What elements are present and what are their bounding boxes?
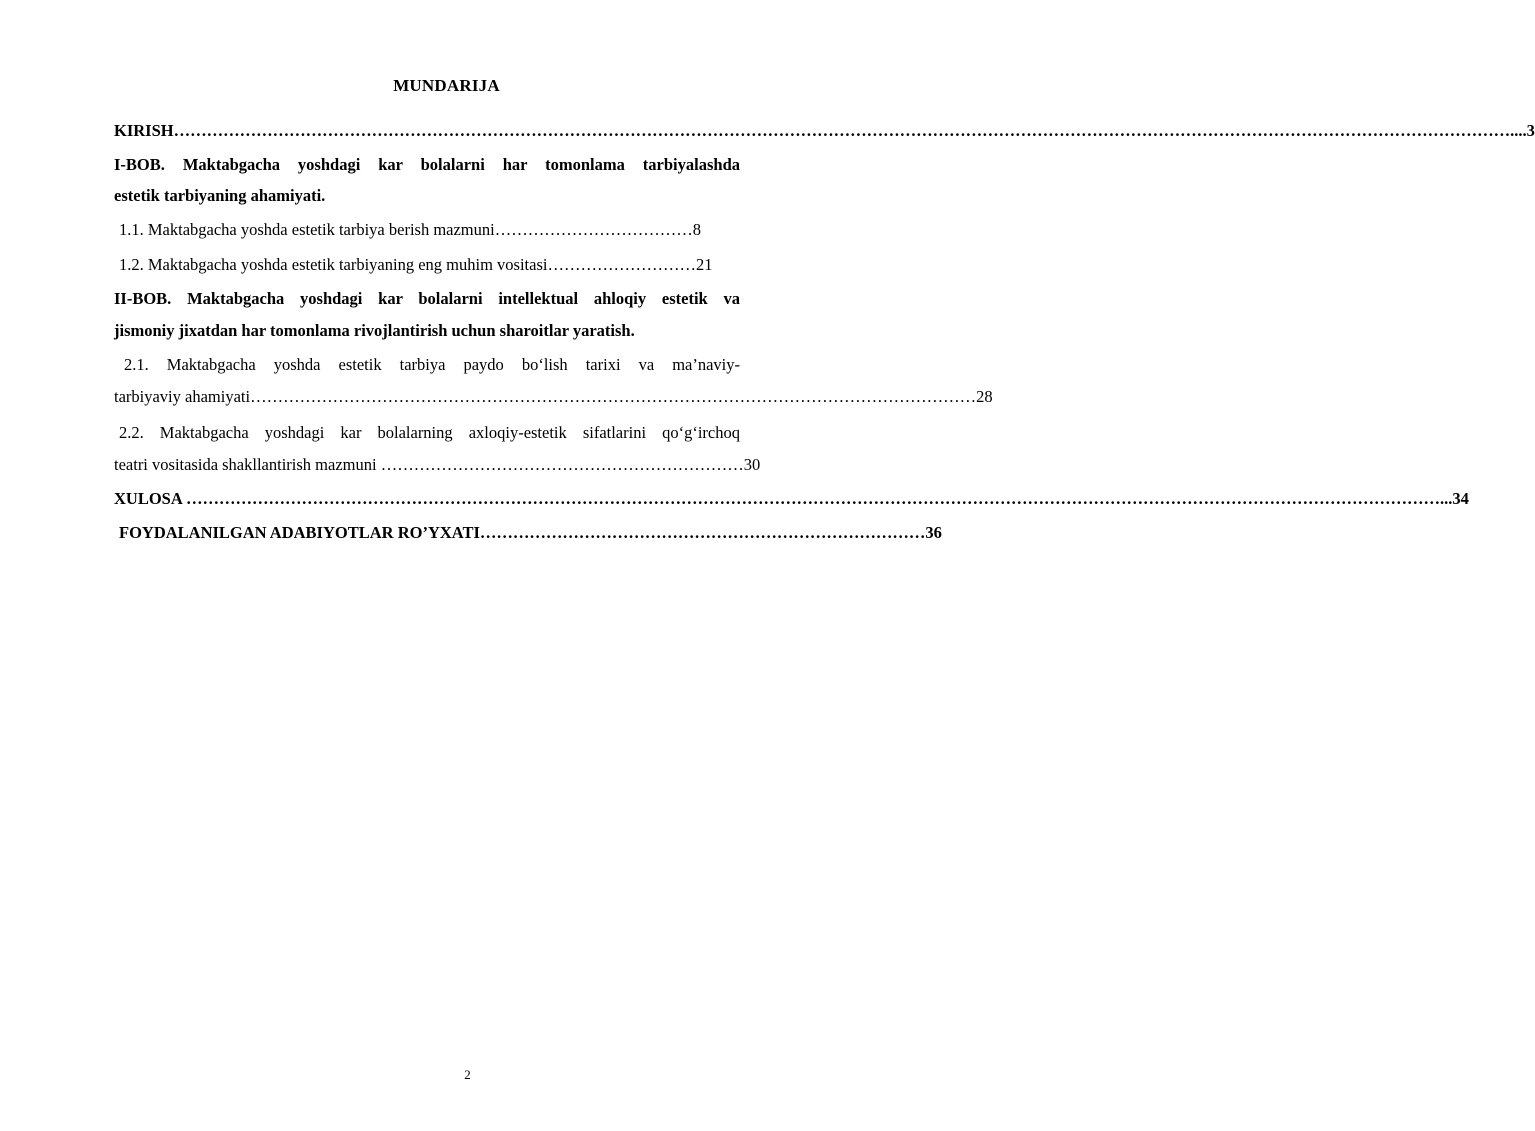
toc-entry-2-1-line2: tarbiyaviy ahamiyati……………………………………………………………………………………………………………………28 <box>114 387 993 406</box>
toc-entry-2-2-line2: teatri vositasida shakllantirish mazmuni …………………………………………………………30 <box>114 455 761 474</box>
toc-entry-bob2-line2: jismoniy jixatdan har tomonlama rivojlantirish uchun sharoitlar yaratish. <box>114 321 635 340</box>
toc-entry-1-1: 1.1. Maktabgacha yoshda estetik tarbiya berish mazmuni………………………………8 <box>119 220 701 239</box>
toc-entry-1-2: 1.2. Maktabgacha yoshda estetik tarbiyaning eng muhim vositasi………………………21 <box>119 255 713 274</box>
toc-entry-xulosa: XULOSA …………………………………………………………………………………………………………………………………………………………………………………………………………...34 <box>114 489 1469 508</box>
toc-entry-2-1-line1: 2.1. Maktabgacha yoshda estetik tarbiya paydo bo‘lish tarixi va ma’naviy- <box>124 355 740 374</box>
toc-entry-foydalanilgan: FOYDALANILGAN ADABIYOTLAR RO’YXATI………………………………………………………………………36 <box>119 523 942 542</box>
toc-entry-kirish: KIRISH………………………………………………………………………………………………………………………………………………………………………………………………………………………....3 <box>114 121 1535 140</box>
page-number: 2 <box>464 1067 471 1082</box>
toc-entry-bob1-line2: estetik tarbiyaning ahamiyati. <box>114 186 326 205</box>
toc-entry-2-2-line1: 2.2. Maktabgacha yoshdagi kar bolalarning axloqiy-estetik sifatlarini qo‘g‘irchoq <box>119 423 740 442</box>
toc-entry-bob2-line1: II-BOB. Maktabgacha yoshdagi kar bolalarni intellektual ahloqiy estetik va <box>114 289 740 308</box>
toc-entry-bob1-line1: I-BOB. Maktabgacha yoshdagi kar bolalarni har tomonlama tarbiyalashda <box>114 155 740 174</box>
toc-title: MUNDARIJA <box>393 76 500 95</box>
